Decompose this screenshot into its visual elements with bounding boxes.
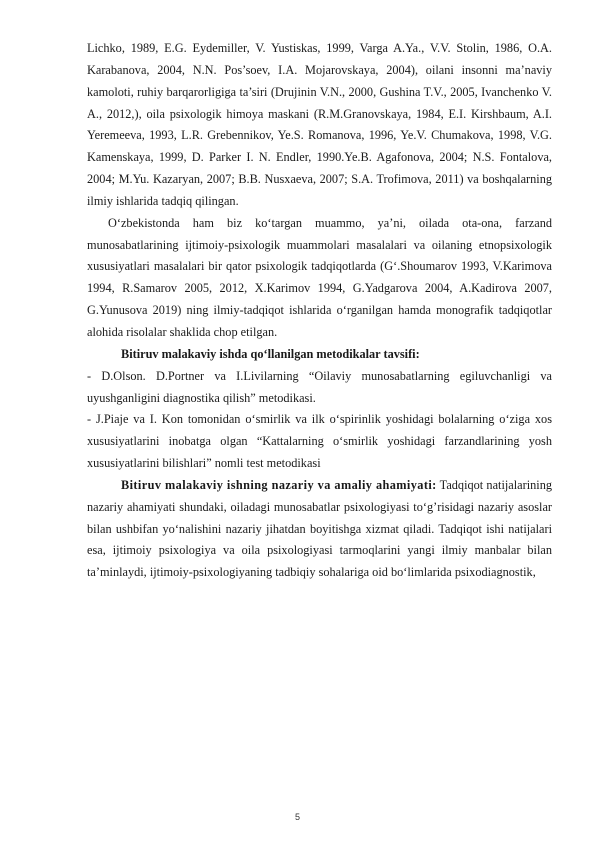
method-item-olson: - D.Olson. D.Portner va I.Livilarning “Oilaviy munosabatlarning egiluvchanligi va uyushganligini diagnostika qilish” metodikasi. [87, 368, 552, 405]
uzbekistan-research-paragraph: O‘zbekistonda ham biz ko‘targan muammo, ya’ni, oilada ota-ona, farzand munosabatlarining ijtimoiy-psixologik muammolari masalalari va oilaning etnopsixologik xususiyatlari masalalari bir qator psixologik tadqiqotlarda (G‘.Shoumarov 1993, V.Karimova 1994, R.Samarov 2005, 2012, X.Karimov 1994, G.Yadgarova 2004, A.Kadirova 2007, G.Yunusova 2019) ning ilmiy-tadqiqot ishlarida o‘rganilgan hamda monografik tadqiqotlar alohida risolalar shaklida chop etilgan. [87, 215, 552, 339]
significance-paragraph [87, 475, 552, 584]
page-number: 5 [294, 812, 300, 822]
significance-text: Tadqiqot natijalarining nazariy ahamiyati shundaki, oiladagi munosabatlar psixologiyasi to‘g’risidagi nazariy asoslar bilan ushbifan yo‘nalishini nazariy jihatdan boyitishga xizmat qiladi. Tadqiqot ishi natijalari esa, ijtimoiy psixologiya va oila psixologiyasi tarmoqlarini yangi ilmiy manbalar bilan ta’minlaydi, ijtimoiy-psixologiyaning tadbiqiy sohalariga oid bo‘limlarida psixodiagnostik, [87, 477, 552, 580]
methods-heading: Bitiruv malakaviy ishda qo‘llanilgan metodikalar tavsifi: [121, 346, 420, 361]
body-text [87, 38, 552, 584]
significance-heading: Bitiruv malakaviy ishning nazariy va amaliy ahamiyati: [121, 477, 437, 492]
method-item-piaget: - J.Piaje va I. Kon tomonidan o‘smirlik va ilk o‘spirinlik yoshidagi bolalarning o‘ziga xos xususiyatlarini inobatga olgan “Kattalarning o‘smirlik yoshidagi farzandlarining yosh xususiyatlarini bilishlari” nomli test metodikasi [87, 412, 552, 471]
literature-paragraph: Lichko, 1989, E.G. Eydemiller, V. Yustiskas, 1999, Varga A.Ya., V.V. Stolin, 1986, O.A. Karabanova, 2004, N.N. Pos’soev, I.A. Mojarovskaya, 2004), oilani insonni ma’naviy kamoloti, ruhiy barqarorligiga ta’siri (Drujinin V.N., 2000, Gushina T.V., 2005, Ivanchenko V. A., 2012,), oila psixologik himoya maskani (R.M.Granovskaya, 1984, E.I. Kirshbaum, A.I. Yeremeeva, 1993, L.R. Grebennikov, Ye.S. Romanova, 1996, Ye.V. Chumakova, 1998, V.G. Kamenskaya, 1999, D. Parker I. N. Endler, 1990.Ye.B. Agafonova, 2004; N.S. Fontalova, 2004; M.Yu. Kazaryan, 2007; B.B. Nusxaeva, 2007; S.A. Trofimova, 2011) va boshqalarning ilmiy ishlarida tadqiq qilingan. [87, 41, 552, 208]
